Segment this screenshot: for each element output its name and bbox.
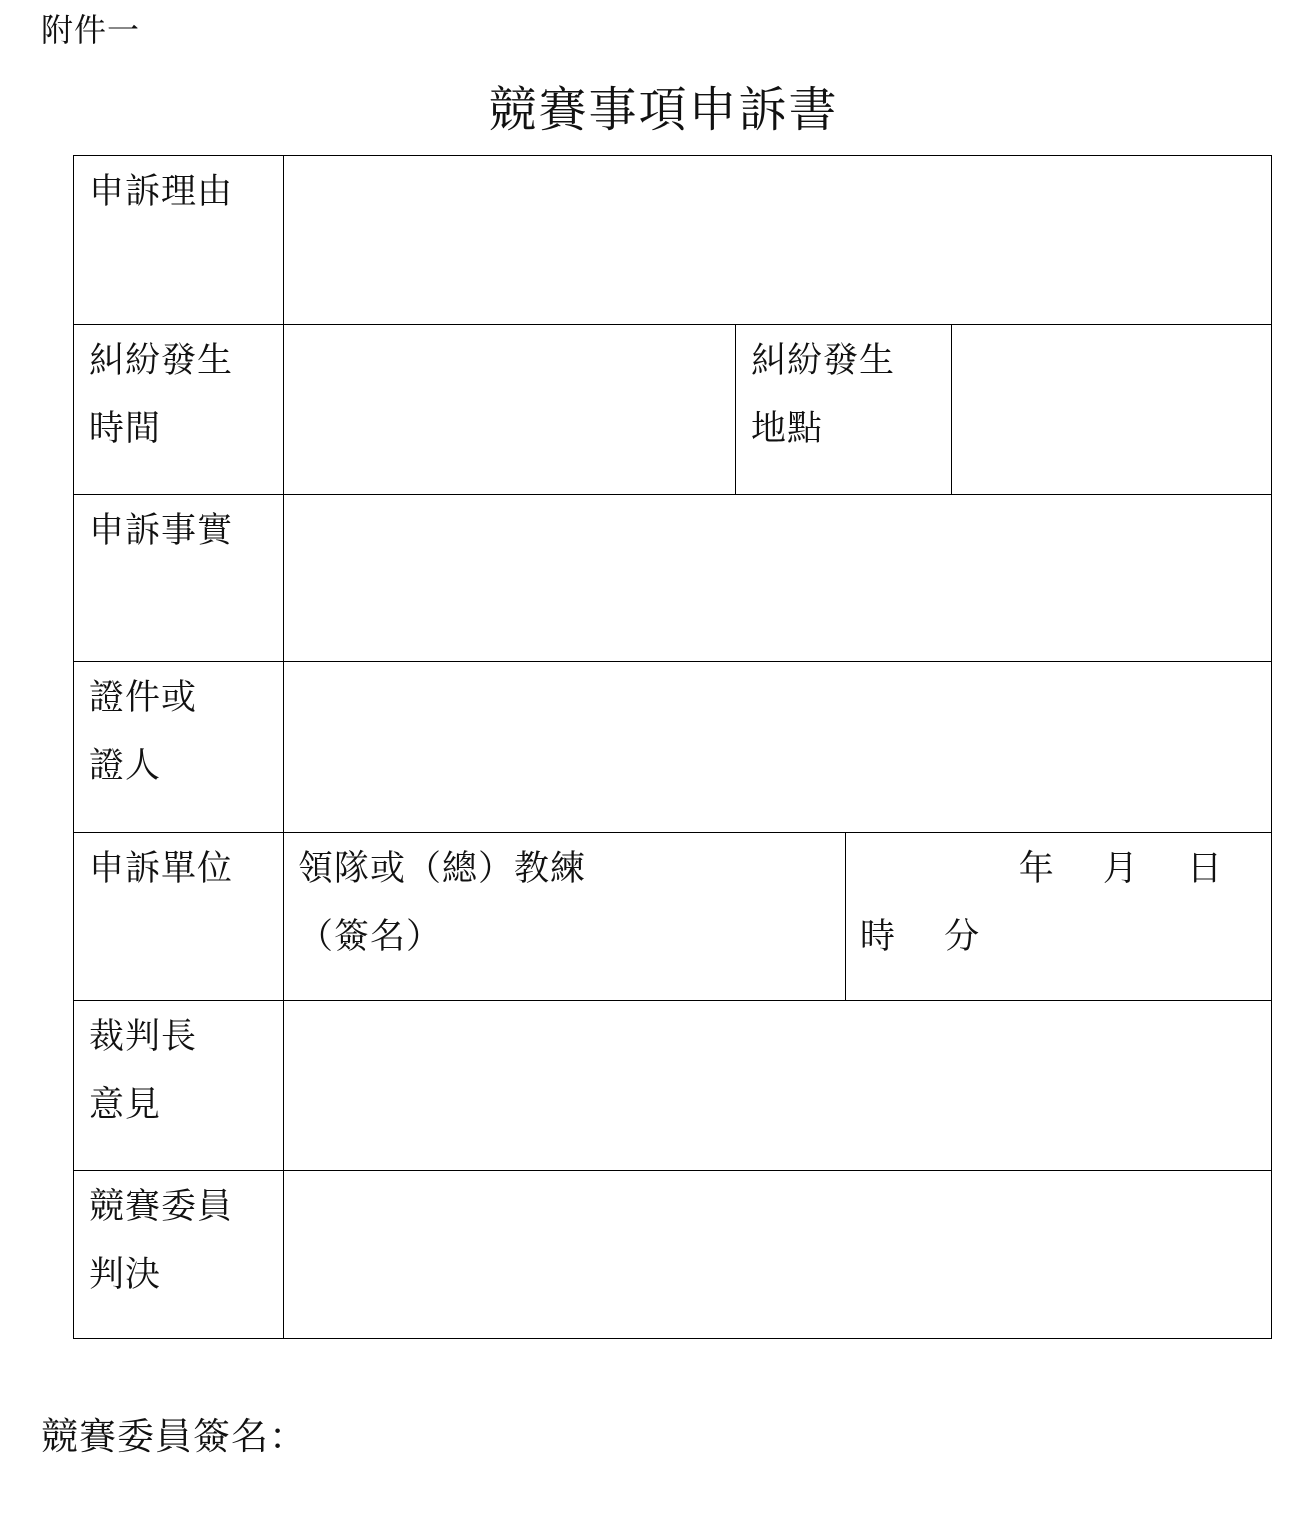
attachment-label: 附件一 — [41, 11, 141, 49]
evidence-label-cell — [74, 662, 284, 833]
time-line: 時 分 — [860, 917, 981, 957]
evidence-label-line2: 證人 — [89, 746, 162, 786]
dispute-row — [74, 325, 1272, 495]
unit-signature-field[interactable] — [284, 833, 846, 1001]
reason-label: 申訴理由 — [89, 172, 234, 212]
dispute-time-label-line1: 糾紛發生 — [89, 341, 234, 381]
unit-datetime-field[interactable] — [846, 833, 1272, 1001]
referee-field[interactable] — [284, 1001, 1272, 1171]
complaint-form-table — [73, 155, 1272, 1339]
unit-sign-text: （簽名） — [298, 917, 443, 957]
unit-row — [74, 833, 1272, 1001]
referee-label-cell — [74, 1001, 284, 1171]
facts-row — [74, 495, 1272, 662]
date-line: 年 月 日 — [1018, 849, 1223, 889]
dispute-time-label-cell — [74, 325, 284, 495]
committee-row — [74, 1171, 1272, 1339]
committee-signature-label: 競賽委員簽名： — [41, 1415, 307, 1458]
document-title: 競賽事項申訴書 — [488, 82, 839, 138]
dispute-place-label-line1: 糾紛發生 — [751, 341, 896, 381]
facts-label: 申訴事實 — [89, 511, 234, 551]
reason-row — [74, 156, 1272, 325]
referee-label-line1: 裁判長 — [89, 1017, 198, 1057]
evidence-label-line1: 證件或 — [89, 678, 198, 718]
referee-row — [74, 1001, 1272, 1171]
referee-label-line2: 意見 — [89, 1085, 162, 1125]
facts-label-cell — [74, 495, 284, 662]
committee-field[interactable] — [284, 1171, 1272, 1339]
reason-field[interactable] — [284, 156, 1272, 325]
committee-label-line2: 判決 — [89, 1255, 162, 1295]
facts-field[interactable] — [284, 495, 1272, 662]
dispute-place-label-line2: 地點 — [751, 409, 824, 449]
evidence-field[interactable] — [284, 662, 1272, 833]
reason-label-cell — [74, 156, 284, 325]
evidence-row — [74, 662, 1272, 833]
dispute-place-label-cell — [736, 325, 952, 495]
committee-label-cell — [74, 1171, 284, 1339]
unit-label: 申訴單位 — [89, 849, 234, 889]
unit-coach-text: 領隊或（總）教練 — [298, 849, 587, 889]
dispute-time-field[interactable] — [284, 325, 736, 495]
committee-label-line1: 競賽委員 — [89, 1187, 234, 1227]
dispute-place-field[interactable] — [952, 325, 1272, 495]
dispute-time-label-line2: 時間 — [89, 409, 162, 449]
unit-label-cell — [74, 833, 284, 1001]
